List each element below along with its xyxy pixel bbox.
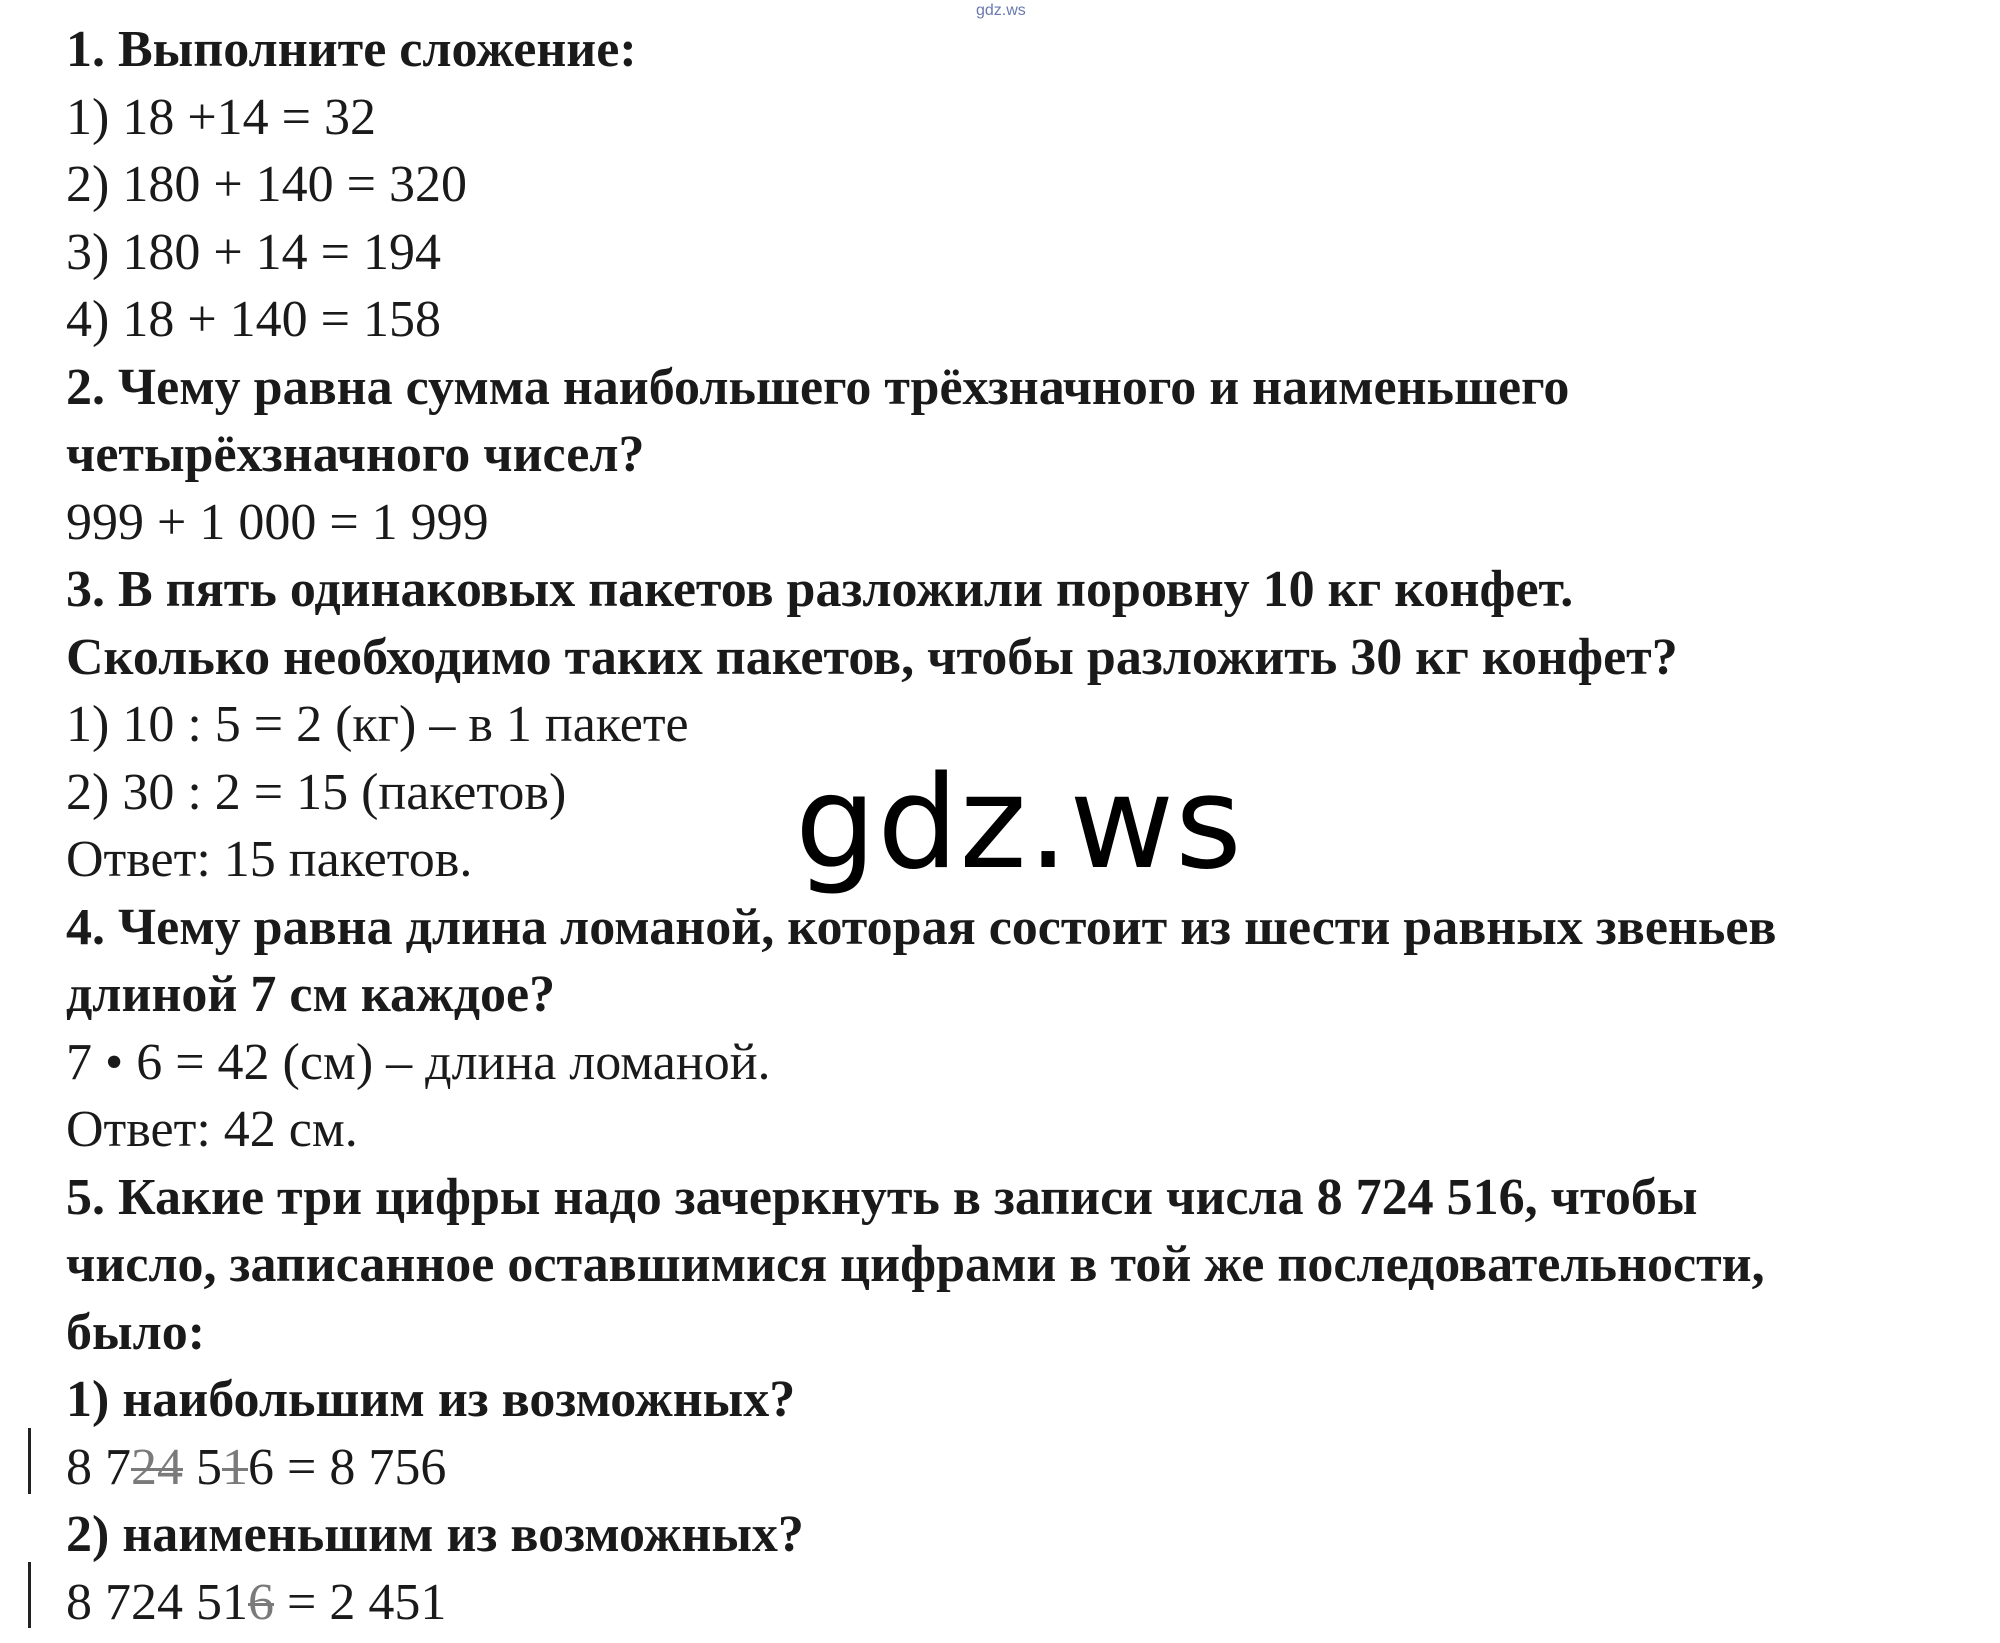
task5-title-line2: число, записанное оставшимися цифрами в той же последовательности, (66, 1236, 1765, 1293)
task3-title-line1: 3. В пять одинаковых пакетов разложили поровну 10 кг конфет. (66, 561, 1574, 618)
task2-title-line1: 2. Чему равна сумма наибольшего трёхзначного и наименьшего (66, 358, 1570, 416)
task4-answer: Ответ: 42 см. (66, 1101, 358, 1158)
task4-step: 7 • 6 = 42 (см) – длина ломаной. (66, 1033, 771, 1091)
task1-item-4: 4) 18 + 140 = 158 (66, 291, 441, 348)
task2-answer: 999 + 1 000 = 1 999 (66, 493, 489, 551)
answer1-part1: 8 7 (66, 1438, 131, 1496)
watermark: gdz.ws (795, 749, 1243, 898)
task5-question1: 1) наибольшим из возможных? (66, 1371, 796, 1428)
task5-answer2 (66, 1569, 1996, 1637)
task4-title-line2: длиной 7 см каждое? (66, 966, 556, 1023)
task1-item-3: 3) 180 + 14 = 194 (66, 223, 441, 281)
task3-answer: Ответ: 15 пакетов. (66, 831, 473, 888)
task2-title-line2: четырёхзначного чисел? (66, 426, 645, 483)
task5-title-line1: 5. Какие три цифры надо зачеркнуть в записи числа 8 724 516, чтобы (66, 1168, 1698, 1226)
task3-step1: 1) 10 : 5 = 2 (кг) – в 1 пакете (66, 696, 689, 753)
task5-question2: 2) наименьшим из возможных? (66, 1506, 804, 1563)
task3-title-line2: Сколько необходимо таких пакетов, чтобы разложить 30 кг конфет? (66, 628, 1678, 686)
answer2-struck-digit: 6 (248, 1573, 274, 1631)
site-mark: gdz.ws (976, 2, 1026, 19)
task4-title-line1: 4. Чему равна длина ломаной, которая состоит из шести равных звеньев (66, 898, 1777, 956)
answer2-part1: 8 724 51 (66, 1573, 248, 1631)
answer1-part3: 6 = 8 756 (248, 1438, 447, 1496)
task3-step2: 2) 30 : 2 = 15 (пакетов) (66, 763, 567, 821)
margin-bar-1 (28, 1428, 31, 1494)
margin-bar-2 (28, 1562, 31, 1628)
answer1-part2: 5 (183, 1438, 222, 1496)
task1-item-1: 1) 18 +14 = 32 (66, 88, 376, 146)
answer1-struck-digits-2: 1 (222, 1438, 248, 1496)
task1-item-2: 2) 180 + 140 = 320 (66, 156, 467, 213)
task1-title: 1. Выполните сложение: (66, 21, 637, 78)
answer2-part2: = 2 451 (274, 1573, 447, 1631)
task5-answer1 (66, 1434, 1996, 1502)
task5-title-line3: было: (66, 1303, 206, 1361)
answer1-struck-digits-1: 24 (131, 1438, 183, 1496)
